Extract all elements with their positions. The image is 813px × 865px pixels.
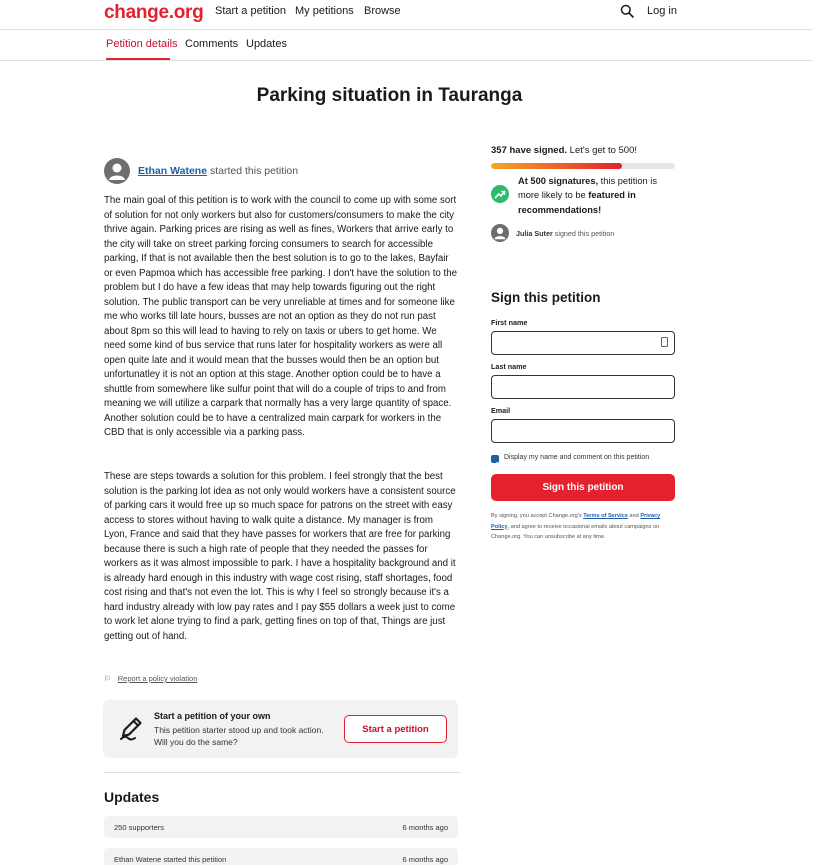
petition-paragraph-2: These are steps towards a solution for this problem. I feel strongly that the best solution is the parking lot idea as not only would workers have a consistent source of parking cars it would free up so much space for patrons on the street with easy access to stores without having to walk quite a distance. My manager is from Lyon, France and said that they have passes for workers that are free for parking because there is such a high rate of people that they needed the passes for workers as it was almost impossible to park. I have a hospitality background and it is already hard enough in this industry with wage cost rising, staff shortages, food cost rising and that's not even the lot. This is why I feel so strongly because it's a hard industry already with low pay rates and I pay $55 dollars a week just to come to work let alone trying to find a park, getting fines on top of that, Things are just getting out of hand.: [104, 471, 456, 642]
last-name-label: Last name: [491, 362, 527, 371]
start-petition-button[interactable]: Start a petition: [344, 715, 447, 743]
last-name-input[interactable]: [491, 375, 675, 399]
starter-avatar[interactable]: [104, 158, 130, 184]
tab-updates[interactable]: Updates: [246, 38, 287, 50]
nav-divider: [0, 29, 813, 30]
first-name-label: First name: [491, 318, 528, 327]
update-item[interactable]: [104, 848, 458, 865]
email-input[interactable]: [491, 419, 675, 443]
goal-feature: featured in recommendations!: [518, 190, 636, 215]
recent-signer-name: Julia Suter: [516, 229, 553, 238]
privacy-policy-link[interactable]: Privacy Policy: [491, 513, 661, 530]
first-name-input[interactable]: [491, 331, 675, 355]
goal-message: [518, 174, 678, 217]
legal-part-3: , and agree to receive occasional emails about campaigns on Change.org. You can unsubscribe at any time.: [491, 523, 660, 540]
updates-heading: Updates: [104, 789, 160, 805]
update-label: Ethan Watene started this petition: [114, 855, 227, 864]
update-item[interactable]: [104, 816, 458, 838]
trending-up-icon: [491, 185, 509, 203]
change-org-logo[interactable]: change.org: [104, 2, 204, 23]
display-name-label[interactable]: Display my name and comment on this petition: [504, 454, 650, 461]
display-name-checkbox[interactable]: [491, 455, 499, 463]
start-petition-card: [103, 700, 458, 758]
report-violation-label[interactable]: Report a policy violation: [117, 674, 198, 683]
user-icon: [104, 158, 130, 184]
top-nav: [0, 0, 813, 30]
tab-comments[interactable]: Comments: [185, 38, 239, 50]
pen-icon: [117, 714, 145, 742]
petition-paragraph-1: The main goal of this petition is to work with the council to come up with some sort of solution for not only workers but also for customers/consumers to make the city thrive again. Parking prices are rising as well as fines, Workers that arrive early to the city will take on street parking forcing consumers to search for accessible parking, If that is not available then the best solution is to go to the lakes, Bayfair or even Papmoa which has accessible free parking. I don't have the solution to the problem but I do have a few ideas that may help towards figuring out the right solution. The public transport can be very unreliable at times and for someone like me who works till late hours, busses are not an option as they do not run past about 8pm so this will lead to having to rely on taxis or ubers to get home. We need some kind of bus service that runs later for hospitality workers as were all open quite late and it would mean that the busses would then be an option but unfortunatley it is not an option at this stage. Another option could be to have a shuttle from somewhere like sulfur point that will do a couple of trips to and from meaning we will utilize a carpark that normally has a very large quantity of space. Another solution could be to have a centralized main carpark for workers in the CBD that is only accessible via a parking pass.: [104, 195, 457, 438]
starter-suffix: started this petition: [207, 165, 299, 177]
signature-goal-text: Let's get to 500!: [567, 145, 637, 156]
starter-name-link[interactable]: Ethan Watene: [138, 165, 208, 177]
recent-signer-suffix: signed this petition: [552, 229, 615, 238]
nav-start-petition[interactable]: Start a petition: [215, 5, 286, 17]
starter-line: [138, 165, 298, 177]
recent-signer-avatar: [491, 224, 509, 242]
signature-progress-bar: [491, 163, 675, 169]
updates-divider: [103, 772, 461, 773]
update-time: 6 months ago: [402, 855, 448, 864]
flag-icon: ⚐: [104, 674, 111, 683]
nav-browse[interactable]: Browse: [364, 5, 401, 17]
goal-mid: this petition is more likely to be: [518, 176, 658, 201]
report-violation[interactable]: [104, 674, 197, 683]
tabs-divider: [0, 60, 813, 61]
sign-petition-button[interactable]: Sign this petition: [491, 474, 675, 501]
recent-signer: [516, 229, 614, 238]
check-icon: [491, 460, 499, 468]
autofill-icon[interactable]: [661, 337, 668, 347]
start-petition-desc: This petition starter stood up and took action. Will you do the same?: [154, 725, 324, 747]
signature-count: [491, 145, 637, 156]
legal-text: [491, 511, 671, 543]
legal-part-1: By signing, you accept Change.org's: [491, 513, 584, 519]
start-petition-title: Start a petition of your own: [154, 711, 271, 721]
email-label: Email: [491, 406, 511, 415]
signature-count-strong: 357 have signed.: [491, 145, 568, 156]
signature-progress-fill: [491, 163, 622, 169]
petition-title: Parking situation in Tauranga: [256, 85, 523, 106]
nav-my-petitions[interactable]: My petitions: [295, 5, 354, 17]
tab-petition-details[interactable]: Petition details: [106, 38, 178, 50]
terms-of-service-link[interactable]: Terms of Service: [583, 513, 628, 519]
update-time: 6 months ago: [402, 823, 448, 832]
goal-strong: At 500 signatures,: [518, 176, 599, 186]
user-icon: [491, 224, 509, 242]
sign-form-title: Sign this petition: [491, 290, 601, 305]
update-label: 250 supporters: [114, 823, 165, 832]
legal-part-2: and: [627, 513, 641, 519]
search-icon[interactable]: [620, 4, 634, 18]
login-link[interactable]: Log in: [647, 5, 677, 17]
